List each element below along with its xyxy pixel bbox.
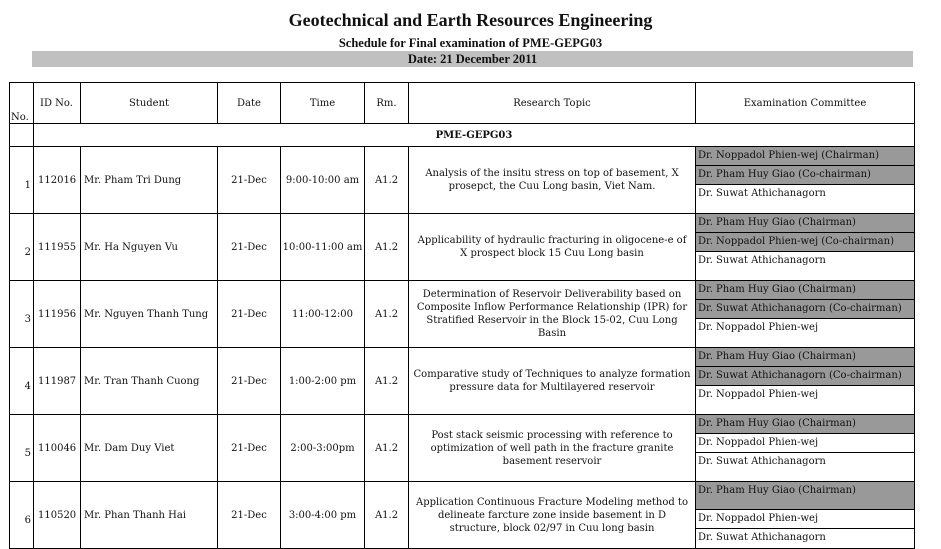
exam-date: 21-Dec [218,415,281,482]
committee-member: Dr. Noppadol Phien-wej [696,434,914,453]
table-row [10,348,915,415]
student-name: Mr. Ha Nguyen Vu [81,214,218,281]
group-label: PME-GEPG03 [34,124,915,147]
committee-cell [696,214,915,281]
student-name: Mr. Tran Thanh Cuong [81,348,218,415]
header-student: Student [81,83,218,124]
exam-date: 21-Dec [218,482,281,549]
research-topic: Comparative study of Techniques to analyze formation pressure data for Multilayered reservoir [409,348,696,415]
committee-member: Dr. Suwat Athichanagorn [698,532,826,543]
committee-member: Dr. Pham Huy Giao (Chairman) [696,415,914,434]
student-id: 112016 [34,147,81,214]
committee-member: Dr. Suwat Athichanagorn [698,255,826,266]
exam-date: 21-Dec [218,214,281,281]
exam-room: A1.2 [365,281,409,348]
exam-time: 3:00-4:00 pm [281,482,365,549]
date-banner: Date: 21 December 2011 [32,51,913,67]
committee-cell [696,281,915,348]
committee-cell [696,482,915,549]
student-id: 110046 [34,415,81,482]
row-number: 3 [10,281,34,348]
committee-member: Dr. Pham Huy Giao (Chairman) [696,214,914,233]
table-row [10,482,915,549]
header-topic: Research Topic [409,83,696,124]
committee-member: Dr. Suwat Athichanagorn (Co-chairman) [696,367,914,386]
research-topic: Post stack seismic processing with reference to optimization of well path in the fracture granite basement reservoir [409,415,696,482]
group-row [10,124,915,147]
header-id: ID No. [34,83,81,124]
table-row [10,415,915,482]
student-id: 111987 [34,348,81,415]
committee-member: Dr. Noppadol Phien-wej [698,322,819,333]
exam-room: A1.2 [365,348,409,415]
committee-member: Dr. Suwat Athichanagorn [698,188,826,199]
page-subtitle: Schedule for Final examination of PME-GEPG03 [338,36,603,50]
table-row [10,147,915,214]
committee-cell [696,348,915,415]
committee-member: Dr. Noppadol Phien-wej (Co-chairman) [696,233,914,252]
header-row [10,83,915,124]
committee-member: Dr. Suwat Athichanagorn (Co-chairman) [696,300,914,319]
table-row [10,281,915,348]
student-name: Mr. Nguyen Thanh Tung [81,281,218,348]
row-number: 1 [10,147,34,214]
student-name: Mr. Dam Duy Viet [81,415,218,482]
committee-member: Dr. Suwat Athichanagorn [698,456,826,467]
row-number: 4 [10,348,34,415]
row-number: 6 [10,482,34,549]
exam-date: 21-Dec [218,281,281,348]
exam-room: A1.2 [365,147,409,214]
schedule-table [9,82,915,549]
exam-time: 11:00-12:00 [281,281,365,348]
committee-member: Dr. Pham Huy Giao (Chairman) [696,482,914,510]
student-id: 110520 [34,482,81,549]
research-topic: Analysis of the insitu stress on top of basement, X prosepct, the Cuu Long basin, Viet Nam. [409,147,696,214]
exam-date: 21-Dec [218,147,281,214]
header-room: Rm. [365,83,409,124]
page-title: Geotechnical and Earth Resources Engineering [288,10,653,30]
exam-date: 21-Dec [218,348,281,415]
committee-member: Dr. Pham Huy Giao (Chairman) [696,348,914,367]
committee-member: Dr. Pham Huy Giao (Chairman) [696,281,914,300]
exam-room: A1.2 [365,482,409,549]
exam-room: A1.2 [365,415,409,482]
research-topic: Applicability of hydraulic fracturing in oligocene-e of X prospect block 15 Cuu Long basin [409,214,696,281]
exam-room: A1.2 [365,214,409,281]
exam-time: 1:00-2:00 pm [281,348,365,415]
group-blank [10,124,34,147]
committee-member: Dr. Pham Huy Giao (Co-chairman) [696,166,914,185]
exam-time: 2:00-3:00pm [281,415,365,482]
committee-member: Dr. Noppadol Phien-wej (Chairman) [696,147,914,166]
exam-time: 10:00-11:00 am [281,214,365,281]
committee-member: Dr. Noppadol Phien-wej [698,389,819,400]
student-id: 111956 [34,281,81,348]
header-date: Date [218,83,281,124]
student-name: Mr. Pham Tri Dung [81,147,218,214]
research-topic: Determination of Reservoir Deliverability based on Composite Inflow Performance Relationship (IPR) for Stratified Reservoir in the Block 15-02, Cuu Long Basin [409,281,696,348]
row-number: 5 [10,415,34,482]
exam-time: 9:00-10:00 am [281,147,365,214]
row-number: 2 [10,214,34,281]
student-name: Mr. Phan Thanh Hai [81,482,218,549]
research-topic: Application Continuous Fracture Modeling method to delineate farcture zone inside basement in D structure, block 02/97 in Cuu long basin [409,482,696,549]
committee-cell [696,147,915,214]
table-row [10,214,915,281]
header-time: Time [281,83,365,124]
committee-member: Dr. Noppadol Phien-wej [696,510,914,529]
committee-cell [696,415,915,482]
header-no: No. [10,83,34,124]
student-id: 111955 [34,214,81,281]
header-committee: Examination Committee [696,83,915,124]
